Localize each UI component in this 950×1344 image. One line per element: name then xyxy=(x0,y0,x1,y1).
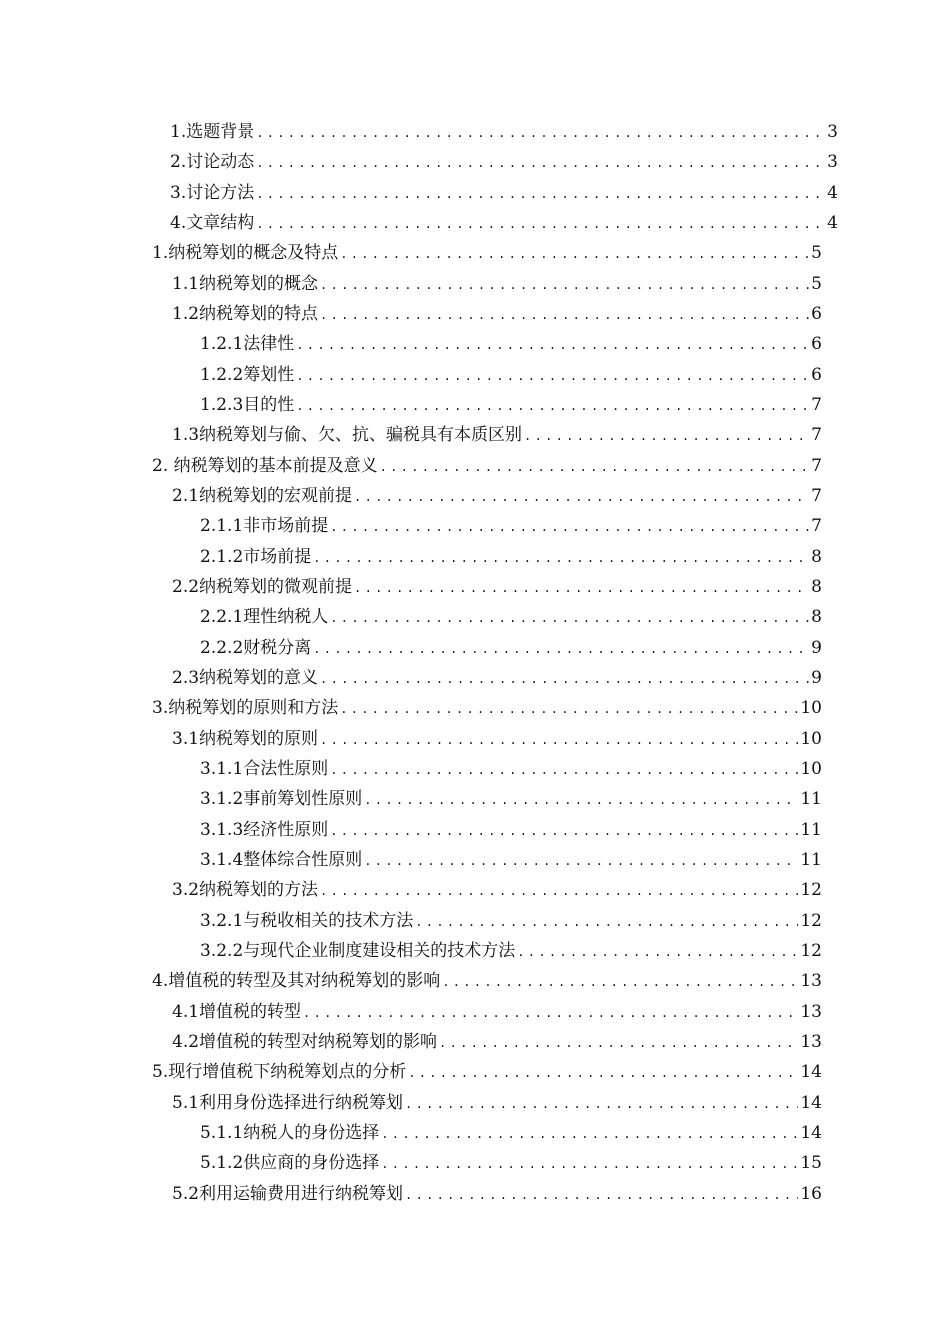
toc-page-number: 7 xyxy=(811,425,822,445)
toc-entry[interactable] xyxy=(152,697,822,720)
toc-page-number: 9 xyxy=(811,638,822,658)
toc-entry[interactable] xyxy=(172,485,822,508)
toc-page-number: 7 xyxy=(811,486,822,506)
toc-leader-dots xyxy=(313,547,809,569)
toc-entry-title: 1.选题背景 xyxy=(170,122,255,142)
toc-entry-title: 3.1纳税筹划的原则 xyxy=(172,729,319,749)
toc-page-number: 10 xyxy=(800,698,822,718)
toc-entry-title: 2.2.1理性纳税人 xyxy=(200,607,329,627)
toc-leader-dots xyxy=(524,425,809,447)
toc-page-number: 4 xyxy=(827,183,838,203)
toc-page-number: 11 xyxy=(800,850,822,870)
toc-entry-title: 2.讨论动态 xyxy=(170,152,255,172)
toc-leader-dots xyxy=(320,729,798,751)
toc-leader-dots xyxy=(330,607,809,629)
toc-page-number: 4 xyxy=(827,213,838,233)
toc-page-number: 12 xyxy=(800,911,822,931)
toc-entry[interactable] xyxy=(152,970,822,993)
toc-entry-title: 3.1.1合法性原则 xyxy=(200,759,329,779)
toc-entry-title: 3.2.1与税收相关的技术方法 xyxy=(200,911,414,931)
toc-entry-title: 3.纳税筹划的原则和方法 xyxy=(152,698,339,718)
toc-page-number: 13 xyxy=(800,971,822,991)
toc-entry-title: 4.2增值税的转型对纳税筹划的影响 xyxy=(172,1032,438,1052)
toc-entry[interactable] xyxy=(200,394,822,417)
toc-entry[interactable] xyxy=(170,182,838,205)
toc-page-number: 5 xyxy=(811,243,822,263)
toc-entry[interactable] xyxy=(200,364,822,387)
toc-entry-title: 4.增值税的转型及其对纳税筹划的影响 xyxy=(152,971,441,991)
toc-leader-dots xyxy=(296,395,809,417)
toc-page-number: 13 xyxy=(800,1032,822,1052)
toc-page-number: 16 xyxy=(800,1184,822,1204)
toc-leader-dots xyxy=(439,1032,798,1054)
toc-entry[interactable] xyxy=(170,212,838,235)
toc-leader-dots xyxy=(320,880,798,902)
toc-page-number: 12 xyxy=(800,941,822,961)
toc-leader-dots xyxy=(296,365,809,387)
toc-leader-dots xyxy=(313,638,809,660)
toc-entry-title: 2.1.2市场前提 xyxy=(200,547,312,567)
toc-leader-dots xyxy=(364,850,798,872)
toc-page-number: 9 xyxy=(811,668,822,688)
toc-entry-title: 1.2.2筹划性 xyxy=(200,365,295,385)
toc-page-number: 10 xyxy=(800,759,822,779)
toc-entry-title: 2.1.1非市场前提 xyxy=(200,516,329,536)
toc-leader-dots xyxy=(330,759,798,781)
toc-page-number: 7 xyxy=(811,516,822,536)
toc-page-number: 12 xyxy=(800,880,822,900)
toc-leader-dots xyxy=(256,152,825,174)
toc-page-number: 13 xyxy=(800,1002,822,1022)
toc-leader-dots xyxy=(303,1002,798,1024)
toc-page-number: 8 xyxy=(811,607,822,627)
toc-entry-title: 1.2.3目的性 xyxy=(200,395,295,415)
toc-entry[interactable] xyxy=(172,303,822,326)
toc-entry[interactable] xyxy=(200,788,822,811)
toc-entry-title: 1.3纳税筹划与偷、欠、抗、骗税具有本质区别 xyxy=(172,425,523,445)
toc-page-number: 14 xyxy=(800,1123,822,1143)
toc-leader-dots xyxy=(415,911,798,933)
toc-entry-title: 2. 纳税筹划的基本前提及意义 xyxy=(152,456,378,476)
toc-page-number: 6 xyxy=(811,365,822,385)
toc-entry-title: 3.2.2与现代企业制度建设相关的技术方法 xyxy=(200,941,516,961)
toc-leader-dots xyxy=(340,698,798,720)
toc-leader-dots xyxy=(320,274,809,296)
toc-leader-dots xyxy=(256,122,825,144)
toc-entry-title: 2.3纳税筹划的意义 xyxy=(172,668,319,688)
toc-entry[interactable] xyxy=(172,1031,822,1054)
toc-leader-dots xyxy=(405,1093,798,1115)
toc-page-number: 11 xyxy=(800,789,822,809)
toc-page-number: 10 xyxy=(800,729,822,749)
toc-entry-title: 3.2纳税筹划的方法 xyxy=(172,880,319,900)
toc-entry[interactable] xyxy=(172,576,822,599)
toc-leader-dots xyxy=(296,334,809,356)
toc-entry-title: 3.讨论方法 xyxy=(170,183,255,203)
toc-entry[interactable] xyxy=(172,424,822,447)
toc-leader-dots xyxy=(340,243,809,265)
toc-page-number: 8 xyxy=(811,547,822,567)
toc-entry-title: 2.2纳税筹划的微观前提 xyxy=(172,577,353,597)
toc-leader-dots xyxy=(380,456,810,478)
toc-entry-title: 1.1纳税筹划的概念 xyxy=(172,274,319,294)
toc-entry[interactable] xyxy=(172,667,822,690)
toc-page-number: 11 xyxy=(800,820,822,840)
toc-entry-title: 5.2利用运输费用进行纳税筹划 xyxy=(172,1184,404,1204)
toc-entry[interactable] xyxy=(200,910,822,933)
toc-entry-title: 5.1利用身份选择进行纳税筹划 xyxy=(172,1093,404,1113)
toc-entry[interactable] xyxy=(200,819,822,842)
toc-entry[interactable] xyxy=(200,849,822,872)
toc-page-number: 5 xyxy=(811,274,822,294)
toc-leader-dots xyxy=(381,1123,798,1145)
toc-page-number: 6 xyxy=(811,334,822,354)
toc-entry[interactable] xyxy=(200,515,822,538)
toc-entry[interactable] xyxy=(172,273,822,296)
toc-entry-title: 3.1.2事前筹划性原则 xyxy=(200,789,363,809)
toc-entry[interactable] xyxy=(200,333,822,356)
toc-entry[interactable] xyxy=(172,1092,822,1115)
toc-entry[interactable] xyxy=(200,1152,822,1175)
toc-entry-title: 5.现行增值税下纳税筹划点的分析 xyxy=(152,1062,407,1082)
toc-entry-title: 2.1纳税筹划的宏观前提 xyxy=(172,486,353,506)
toc-entry-title: 2.2.2财税分离 xyxy=(200,638,312,658)
toc-entry[interactable] xyxy=(200,940,822,963)
toc-leader-dots xyxy=(405,1184,798,1206)
toc-entry-title: 1.2纳税筹划的特点 xyxy=(172,304,319,324)
toc-leader-dots xyxy=(354,486,809,508)
toc-page-number: 14 xyxy=(800,1093,822,1113)
toc-entry[interactable] xyxy=(172,879,822,902)
toc-entry[interactable] xyxy=(152,1061,822,1084)
toc-entry[interactable] xyxy=(172,1183,822,1206)
toc-entry[interactable] xyxy=(152,242,822,265)
toc-entry-title: 1.纳税筹划的概念及特点 xyxy=(152,243,339,263)
toc-page-number: 7 xyxy=(811,456,822,476)
toc-page-number: 3 xyxy=(827,152,838,172)
toc-entry-title: 4.1增值税的转型 xyxy=(172,1002,302,1022)
toc-entry-title: 5.1.1纳税人的身份选择 xyxy=(200,1123,380,1143)
toc-entry[interactable] xyxy=(200,1122,822,1145)
toc-entry[interactable] xyxy=(170,121,838,144)
toc-page-number: 3 xyxy=(827,122,838,142)
toc-page-number: 8 xyxy=(811,577,822,597)
toc-leader-dots xyxy=(256,213,825,235)
toc-entry-title: 4.文章结构 xyxy=(170,213,255,233)
toc-page-number: 7 xyxy=(811,395,822,415)
toc-entry-title: 1.2.1法律性 xyxy=(200,334,295,354)
toc-entry-title: 3.1.4整体综合性原则 xyxy=(200,850,363,870)
toc-entry[interactable] xyxy=(170,151,838,174)
toc-leader-dots xyxy=(330,820,798,842)
toc-leader-dots xyxy=(442,971,798,993)
toc-page-number: 14 xyxy=(800,1062,822,1082)
toc-entry-title: 3.1.3经济性原则 xyxy=(200,820,329,840)
toc-entry-title: 5.1.2供应商的身份选择 xyxy=(200,1153,380,1173)
toc-page-number: 6 xyxy=(811,304,822,324)
toc-leader-dots xyxy=(256,183,825,205)
toc-entry[interactable] xyxy=(200,637,822,660)
toc-leader-dots xyxy=(320,304,809,326)
toc-leader-dots xyxy=(354,577,809,599)
toc-entry[interactable] xyxy=(200,546,822,569)
toc-leader-dots xyxy=(517,941,798,963)
toc-entry[interactable] xyxy=(172,1001,822,1024)
toc-leader-dots xyxy=(320,668,809,690)
toc-entry[interactable] xyxy=(200,758,822,781)
toc-entry[interactable] xyxy=(152,455,822,478)
toc-leader-dots xyxy=(381,1153,798,1175)
toc-leader-dots xyxy=(364,789,798,811)
toc-leader-dots xyxy=(330,516,809,538)
toc-page-number: 15 xyxy=(800,1153,822,1173)
toc-leader-dots xyxy=(408,1062,798,1084)
toc-entry[interactable] xyxy=(200,606,822,629)
toc-entry[interactable] xyxy=(172,728,822,751)
